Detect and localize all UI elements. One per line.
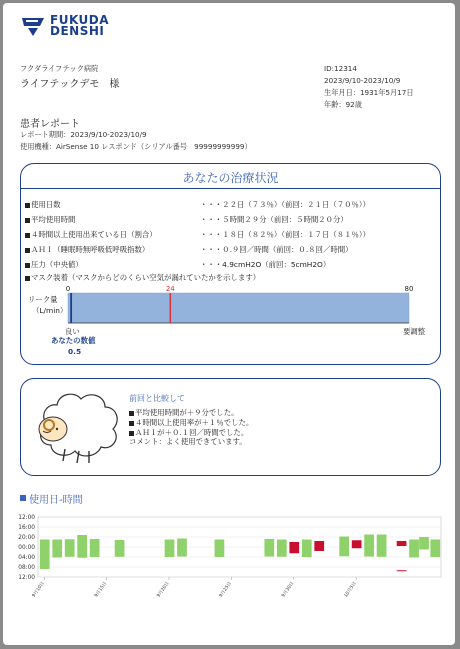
device-line: 使用機種：AirSense 10 レスポンド（シリアル番号 99999999999） bbox=[20, 142, 252, 151]
chart-usage-bar bbox=[52, 540, 62, 558]
chart-y-tick-label: 20:00 bbox=[18, 535, 35, 542]
logo-text bbox=[50, 15, 109, 37]
chart-usage-bar bbox=[77, 535, 87, 558]
chart-x-tick-label: 10月5日 bbox=[343, 581, 358, 599]
comparison-comment: コメント：よく使用できています。 bbox=[129, 437, 247, 446]
usage-chart-title-marker bbox=[20, 495, 26, 501]
chart-usage-bar bbox=[90, 539, 100, 557]
bullet-square-icon bbox=[129, 411, 134, 416]
status-row-label bbox=[25, 259, 83, 270]
status-row-label bbox=[25, 229, 157, 240]
treatment-status-title: あなたの治療状況 bbox=[182, 171, 279, 185]
comparison-title: 前回と比較して bbox=[129, 394, 185, 403]
status-row-label bbox=[25, 199, 61, 210]
bullet-square-icon bbox=[129, 431, 134, 436]
bullet-square-icon bbox=[25, 218, 30, 223]
chart-usage-bar bbox=[409, 540, 419, 558]
report-title: 患者レポート bbox=[20, 119, 80, 130]
chart-usage-bar bbox=[314, 541, 324, 551]
comparison-line-text: 平均使用時間が＋９分でした。 bbox=[135, 408, 239, 417]
usage-chart-title: 使用日-時間 bbox=[29, 495, 83, 506]
leak-label: リーク量 bbox=[28, 295, 58, 304]
chart-usage-bar bbox=[177, 539, 187, 557]
chart-usage-bar bbox=[40, 540, 50, 570]
chart-y-tick-label: 12:00 bbox=[18, 575, 35, 582]
chart-x-tick-label: 9月25日 bbox=[218, 581, 234, 599]
usage-chart bbox=[13, 511, 445, 611]
chart-x-tick-label: 9月10日 bbox=[31, 581, 46, 599]
status-row-value: ・・・２２日（７３％）（前回：２１日（７０％）） bbox=[200, 200, 370, 209]
chart-usage-bar bbox=[339, 537, 349, 557]
status-row-value: ・・・０.９回／時間（前回：０.８回／時間） bbox=[200, 245, 353, 254]
status-row-label bbox=[25, 272, 260, 283]
chart-usage-bar bbox=[65, 539, 75, 557]
status-row-label-text: 圧力（中央値） bbox=[31, 260, 83, 269]
chart-usage-bar bbox=[397, 541, 407, 546]
chart-usage-bar bbox=[289, 542, 299, 553]
chart-x-tick-label: 9月30日 bbox=[281, 581, 296, 599]
leak-gauge bbox=[63, 283, 419, 333]
chart-usage-bar bbox=[165, 540, 175, 558]
chart-x-tick-label: 9月15日 bbox=[94, 581, 109, 599]
header-period: 2023/9/10-2023/10/9 bbox=[324, 76, 401, 85]
leak-bar bbox=[68, 293, 409, 323]
patient-name: ライフテックデモ 様 bbox=[20, 79, 120, 90]
status-row-label-text: ４時間以上使用出来ている日（割合） bbox=[31, 230, 157, 239]
status-row-label-text: マスク装着（マスクからどのくらい空気が漏れていたかを示します） bbox=[31, 273, 261, 282]
leak-unit: （L/min） bbox=[32, 306, 68, 315]
chart-usage-bar bbox=[364, 535, 374, 557]
chart-y-tick-label: 12:00 bbox=[18, 515, 35, 522]
report-page bbox=[3, 3, 455, 645]
chart-usage-bar bbox=[352, 540, 362, 548]
bullet-square-icon bbox=[129, 421, 134, 426]
logo-line-2: DENSHI bbox=[50, 24, 105, 38]
logo-line-1: FUKUDA bbox=[50, 13, 110, 27]
chart-usage-bar bbox=[302, 540, 312, 558]
chart-usage-bar bbox=[115, 540, 125, 557]
chart-usage-bar bbox=[397, 570, 407, 571]
patient-id: ID:12314 bbox=[324, 64, 357, 73]
sheep-icon bbox=[29, 385, 124, 465]
bullet-square-icon bbox=[25, 248, 30, 253]
bullet-square-icon bbox=[25, 276, 30, 281]
status-row-label-text: ＡＨＩ（睡眠時無呼吸低呼吸指数） bbox=[31, 245, 150, 254]
chart-usage-bar bbox=[277, 540, 287, 557]
status-row-label-text: 使用日数 bbox=[31, 200, 61, 209]
comparison-line bbox=[129, 427, 248, 438]
clinic-name: フクダライフテック病院 bbox=[20, 64, 99, 73]
chart-usage-bar bbox=[215, 540, 225, 558]
age: 年齢：92歳 bbox=[324, 100, 362, 109]
comparison-line-text: ＡＨＩが＋０.１回／時間でした。 bbox=[135, 428, 249, 437]
status-row-label-text: 平均使用時間 bbox=[31, 215, 76, 224]
leak-adjust-label: 要調整 bbox=[403, 327, 426, 336]
bullet-square-icon bbox=[25, 233, 30, 238]
bullet-square-icon bbox=[25, 263, 30, 268]
fukuda-logo-icon bbox=[20, 17, 46, 37]
chart-usage-bar bbox=[419, 537, 429, 550]
status-row-value: ・・・５時間２９分（前回：５時間２０分） bbox=[200, 215, 348, 224]
comparison-line-text: ４時間以上使用率が＋１％でした。 bbox=[135, 418, 254, 427]
chart-usage-bar bbox=[430, 540, 440, 558]
chart-y-tick-label: 16:00 bbox=[18, 525, 35, 532]
leak-scale-mark: 24 bbox=[165, 285, 175, 293]
your-value-label: あなたの数値 bbox=[51, 336, 96, 345]
chart-y-tick-label: 00:00 bbox=[18, 545, 35, 552]
chart-usage-bar bbox=[377, 535, 387, 557]
chart-y-tick-label: 04:00 bbox=[18, 555, 35, 562]
birthdate: 生年月日：1931年5月17日 bbox=[324, 88, 414, 97]
report-period: レポート期間：2023/9/10-2023/10/9 bbox=[20, 130, 147, 139]
status-row-value: ・・・4.9cmH2O（前回：5cmH2O） bbox=[200, 260, 331, 269]
bullet-square-icon bbox=[25, 203, 30, 208]
your-value: 0.5 bbox=[68, 347, 82, 356]
chart-y-tick-label: 08:00 bbox=[18, 565, 35, 572]
leak-good-label: 良い bbox=[65, 327, 80, 336]
status-row-label bbox=[25, 244, 149, 255]
status-row-value: ・・・１８日（８２％）（前回：１７日（８１％）） bbox=[200, 230, 370, 239]
leak-scale-min: 0 bbox=[65, 285, 71, 293]
status-row-label bbox=[25, 214, 75, 225]
chart-x-tick-label: 9月20日 bbox=[156, 581, 171, 599]
chart-usage-bar bbox=[264, 539, 274, 557]
leak-scale-max: 80 bbox=[404, 285, 414, 293]
